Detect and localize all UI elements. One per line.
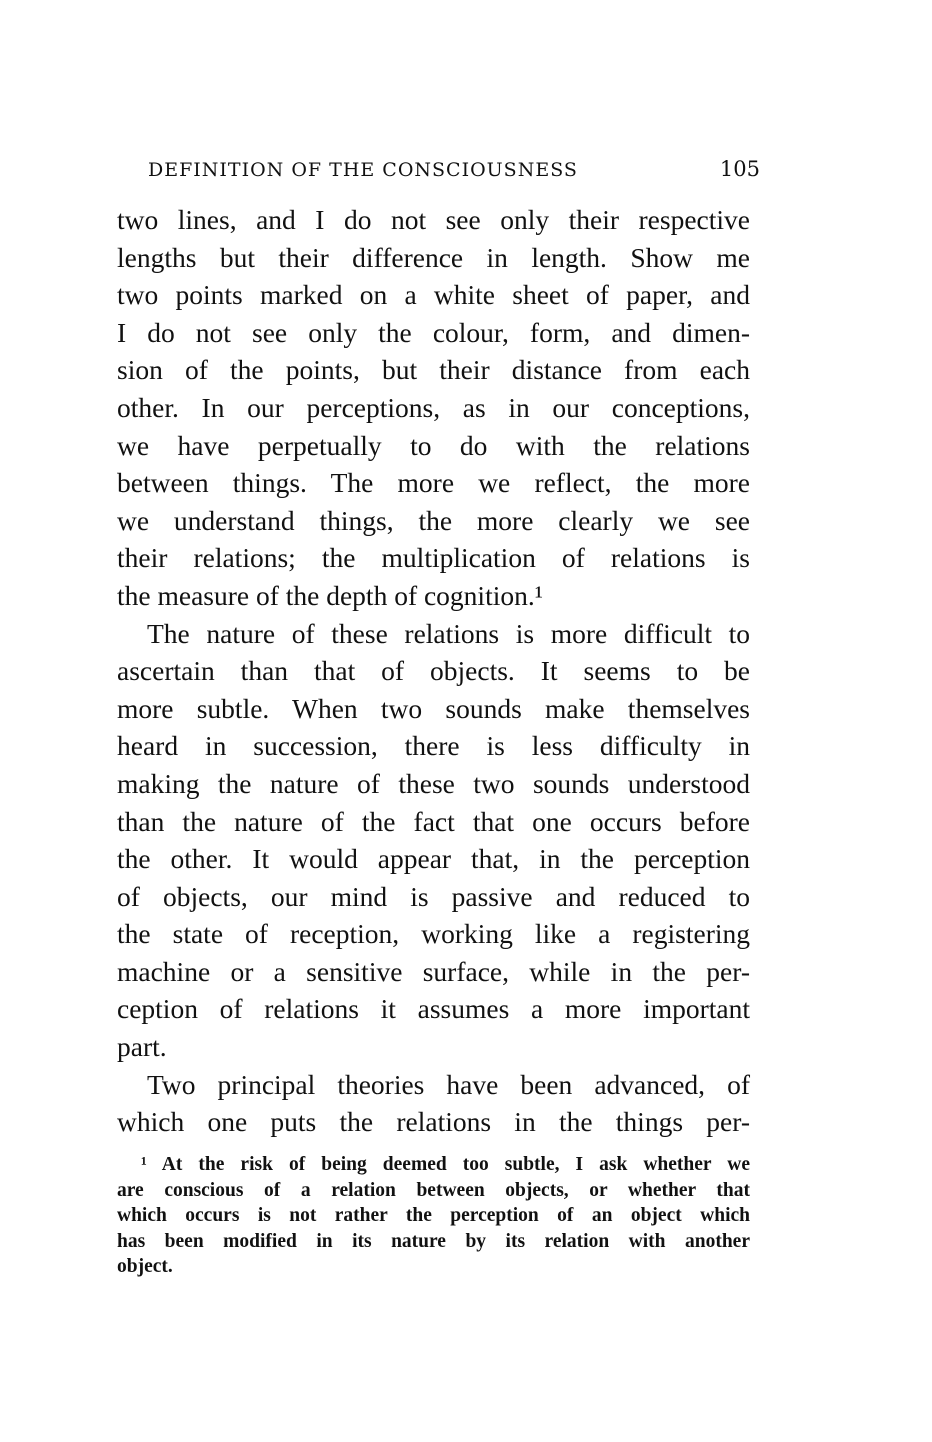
text-line: making the nature of these two sounds understood xyxy=(117,767,750,799)
footnote-line: are conscious of a relation between objects, or whether that xyxy=(117,1179,750,1201)
page-number: 105 xyxy=(719,157,760,181)
text-line: ascertain than that of objects. It seems to be xyxy=(117,655,750,687)
text-line: of objects, our mind is passive and reduced to xyxy=(117,880,750,912)
text-line: the measure of the depth of cognition.¹ xyxy=(117,579,543,611)
footnote-line: has been modified in its nature by its relation with another xyxy=(117,1230,750,1252)
text-line: between things. The more we reflect, the more xyxy=(117,467,750,499)
footnote xyxy=(117,1152,750,1280)
text-line: the other. It would appear that, in the perception xyxy=(117,843,750,875)
text-line: ception of relations it assumes a more important xyxy=(117,993,750,1025)
text-line: Two principal theories have been advanced, of xyxy=(147,1068,750,1100)
paragraph xyxy=(117,1066,750,1141)
running-title: DEFINITION OF THE CONSCIOUSNESS xyxy=(148,159,578,181)
running-header xyxy=(148,155,760,185)
text-line: part. xyxy=(117,1031,167,1063)
text-line: sion of the points, but their distance from each xyxy=(117,354,750,386)
text-line: the state of reception, working like a registering xyxy=(117,918,750,950)
text-line: we have perpetually to do with the relations xyxy=(117,429,750,461)
text-line: we understand things, the more clearly we see xyxy=(117,504,750,536)
text-line: more subtle. When two sounds make themselves xyxy=(117,692,750,724)
text-line: The nature of these relations is more difficult to xyxy=(147,617,750,649)
text-line: other. In our perceptions, as in our conceptions, xyxy=(117,391,750,423)
text-line: than the nature of the fact that one occurs before xyxy=(117,805,750,837)
text-line: their relations; the multiplication of relations is xyxy=(117,542,750,574)
paragraph xyxy=(117,615,750,1066)
body-text xyxy=(117,201,750,1141)
text-line: heard in succession, there is less difficulty in xyxy=(117,730,750,762)
text-line: which one puts the relations in the things per- xyxy=(117,1106,750,1138)
footnote-line: ¹ At the risk of being deemed too subtle, I ask whether we xyxy=(141,1154,750,1175)
text-line: lengths but their difference in length. Show me xyxy=(117,241,750,273)
text-line: two lines, and I do not see only their respective xyxy=(117,204,750,235)
footnote-line: which occurs is not rather the perception of an object which xyxy=(117,1205,750,1226)
text-line: I do not see only the colour, form, and dimen- xyxy=(117,316,750,348)
text-line: machine or a sensitive surface, while in the per- xyxy=(117,955,750,987)
footnote-line: object. xyxy=(117,1256,173,1277)
text-line: two points marked on a white sheet of paper, and xyxy=(117,279,750,311)
paragraph xyxy=(117,201,750,615)
